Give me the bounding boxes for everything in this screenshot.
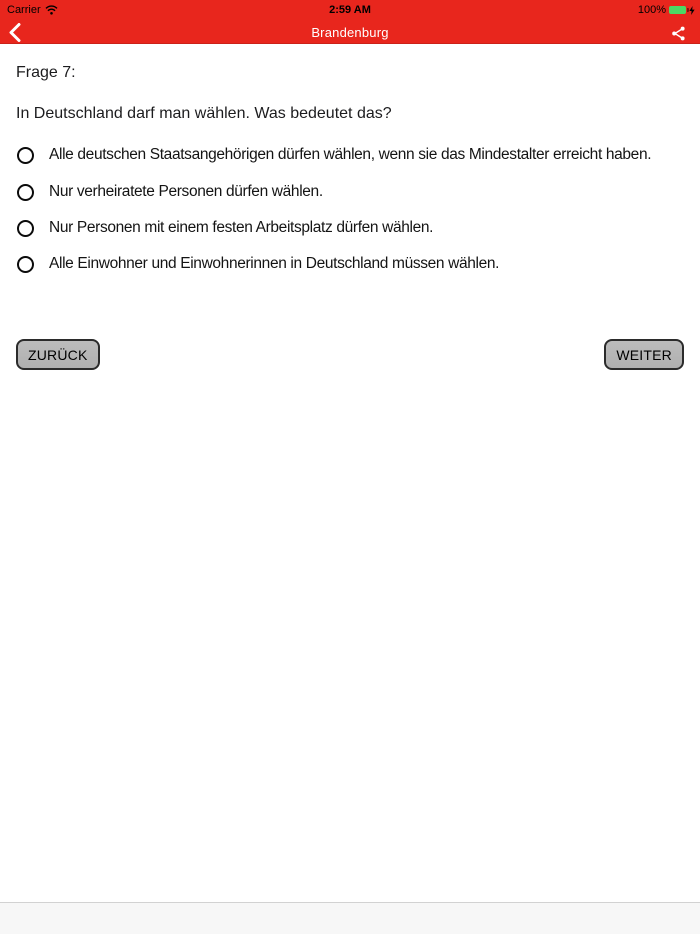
answer-option-label: Alle deutschen Staatsangehörigen dürfen wählen, wenn sie das Mindestalter erreicht haben.: [49, 146, 652, 163]
back-nav-button[interactable]: ZURÜCK: [16, 339, 100, 370]
answer-option-label: Nur verheiratete Personen dürfen wählen.: [49, 183, 323, 200]
radio-circle[interactable]: [17, 147, 34, 164]
status-bar: [0, 0, 700, 20]
answer-option-2[interactable]: [0, 181, 323, 203]
charging-bolt-icon: [689, 6, 695, 15]
battery-percent: 100%: [637, 4, 666, 16]
page-title: Brandenburg: [311, 24, 389, 40]
share-button[interactable]: [669, 24, 687, 42]
app-header: [0, 0, 700, 44]
answer-option-3[interactable]: [0, 217, 433, 239]
status-right: [638, 0, 695, 20]
radio-circle[interactable]: [17, 220, 34, 237]
battery-icon: [669, 6, 686, 14]
answer-option-label: Alle Einwohner und Einwohnerinnen in Deutschland müssen wählen.: [49, 255, 500, 272]
status-center: [0, 0, 700, 20]
carrier-label: Carrier: [7, 4, 41, 16]
radio-circle[interactable]: [17, 184, 34, 201]
next-nav-button[interactable]: WEITER: [604, 339, 684, 370]
answer-option-label: Nur Personen mit einem festen Arbeitsplatz dürfen wählen.: [49, 219, 434, 236]
question-text: In Deutschland darf man wählen. Was bedeutet das?: [16, 105, 392, 122]
nav-bar: [0, 20, 700, 44]
share-icon: [671, 26, 686, 41]
question-number-label: Frage 7:: [16, 64, 76, 81]
answer-option-1[interactable]: [0, 144, 651, 166]
ad-banner: [0, 902, 700, 934]
radio-circle[interactable]: [17, 256, 34, 273]
answer-option-4[interactable]: [0, 253, 499, 275]
clock: 2:59 AM: [329, 4, 371, 16]
